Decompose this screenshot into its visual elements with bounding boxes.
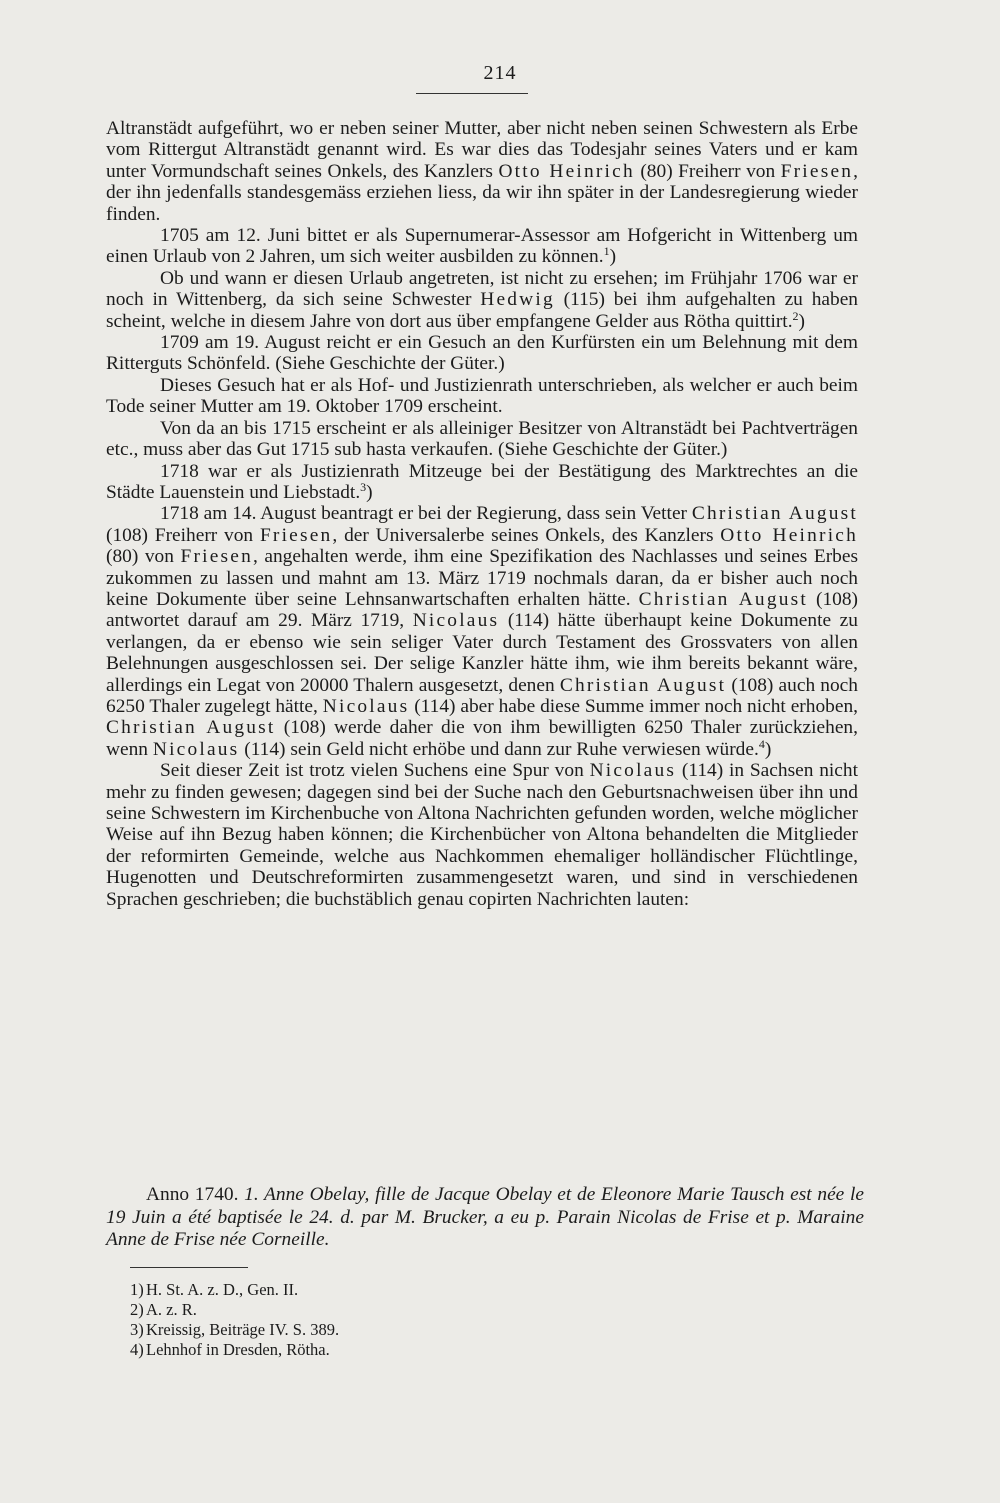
body-paragraph (106, 503, 858, 760)
page-number: 214 (483, 62, 517, 84)
spaced-name: Christian August (691, 503, 858, 525)
text-run: ) (764, 738, 772, 760)
church-record-paragraph (106, 1184, 864, 1252)
spaced-name: Otto Heinrich (720, 524, 858, 546)
footnote-ref: 1 (603, 244, 610, 259)
footnote (130, 1320, 730, 1340)
text-run: Seit dieser Zeit ist trotz vielen Suchens eine Spur von (160, 760, 590, 782)
footnote-text: H. St. A. z. D., Gen. II. (146, 1280, 299, 1299)
text-run: Altranstädt aufgeführt, wo er neben seiner Mutter, aber nicht neben seinen Schwestern als Erbe vom Rittergut Altranstädt genannt wird. Es war dies das Todesjahr seines Vaters und er kam unter Vormundschaft seines Onkels, des Kanzlers (106, 118, 858, 182)
page-number-rule (416, 93, 528, 94)
spaced-name: Friesen (259, 524, 333, 546)
spaced-name: Nicolaus (322, 695, 410, 717)
footnote-mark: 4) (130, 1340, 144, 1359)
footnote-text: Lehnhof in Dresden, Rötha. (146, 1340, 330, 1359)
text-run: ) (609, 246, 617, 268)
footnotes (130, 1280, 730, 1360)
footnote (130, 1340, 730, 1360)
text-run: Dieses Gesuch hat er als Hof- und Justizienrath unterschrieben, als welcher er auch beim Tode seiner Mutter am 19. Oktober 1709 erscheint. (106, 374, 858, 418)
footnote-mark: 1) (130, 1280, 144, 1299)
text-run: 1705 am 12. Juni bittet er als Supernumerar-Assessor am Hofgericht in Wittenberg um einen Urlaub von 2 Jahren, um sich weiter ausbilden zu können. (106, 225, 858, 268)
text-run: , angehalten werde, ihm eine Spezifikation des Nachlasses und seines Erbes zukommen zu lassen und mahnt am 13. März 1719 nochmals daran, da er bisher auch noch keine Dokumente über seine Lehnsanwartschaften erhalten hätte. (106, 546, 858, 610)
footnote-rule (130, 1267, 248, 1268)
text-run: 1718 am 14. August beantragt er bei der Regierung, dass sein Vetter (160, 503, 692, 525)
church-record-year: Anno 1740. (146, 1184, 239, 1205)
spaced-name: Friesen (180, 546, 253, 568)
body-text (106, 118, 858, 910)
footnote-ref: 3 (360, 479, 367, 494)
footnote-mark: 3) (130, 1320, 144, 1339)
text-run: (80) Freiherr von (634, 160, 781, 182)
spaced-name: Nicolaus (152, 738, 240, 760)
body-paragraph (106, 225, 858, 268)
text-run: (108) auch noch 6250 Thaler zugelegt hätte, (106, 674, 858, 717)
text-run: (115) bei ihm aufgehalten zu haben scheint, welche in diesem Jahre von dort aus über empfangene Gelder aus Rötha quittirt. (106, 289, 858, 332)
spaced-name: Otto Heinrich (498, 160, 635, 182)
spaced-name: Christian August (638, 588, 808, 610)
text-run: Ob und wann er diesen Urlaub angetreten, ist nicht zu ersehen; im Frühjahr 1706 war er noch in Wittenberg, da sich seine Schwester (106, 267, 858, 311)
body-paragraph (106, 760, 858, 910)
body-paragraph (106, 332, 858, 375)
footnote (130, 1300, 730, 1320)
body-paragraph (106, 268, 858, 332)
spaced-name: Friesen (780, 160, 854, 182)
footnote (130, 1280, 730, 1300)
text-run: ) (366, 481, 373, 503)
spaced-name: Nicolaus (589, 760, 677, 782)
footnote-ref: 2 (792, 308, 799, 323)
text-run: (114) aber habe diese Summe immer noch nicht erhoben, (409, 695, 858, 717)
body-paragraph (106, 418, 858, 461)
body-paragraph (106, 118, 858, 225)
body-paragraph (106, 375, 858, 418)
spaced-name: Christian August (106, 717, 276, 739)
text-run: 1709 am 19. August reicht er ein Gesuch an den Kurfürsten ein um Belehnung mit dem Ritterguts Schönfeld. (Siehe Geschichte der Güter.) (106, 332, 858, 375)
footnote-mark: 2) (130, 1300, 144, 1319)
text-run: Von da an bis 1715 erscheint er als alleiniger Besitzer von Altranstädt bei Pachtverträgen etc., muss aber das Gut 1715 sub hasta verkaufen. (Siehe Geschichte der Güter.) (106, 417, 858, 461)
footnote-ref: 4 (758, 736, 765, 751)
text-run: (108) antwortet darauf am 29. März 1719, (106, 588, 858, 632)
footnote-text: Kreissig, Beiträge IV. S. 389. (146, 1320, 340, 1339)
text-run: ) (798, 310, 806, 332)
footnote-text: A. z. R. (146, 1300, 197, 1319)
text-run: (108) Freiherr von (106, 524, 260, 546)
church-record-quote (106, 1184, 864, 1252)
text-run: 1718 war er als Justizienrath Mitzeuge bei der Bestätigung des Marktrechtes an die Städte Lauenstein und Liebstadt. (106, 460, 858, 503)
text-run: (114) hätte überhaupt keine Dokumente zu verlangen, da er ebenso wie sein seliger Vater durch Testament des Grossvaters von allen Belehnungen ausgeschlossen sei. Der selige Kanzler hätte ihm, wie ihm bereits bekannt wäre, allerdings ein Legat von 20000 Thalern ausgesetzt, denen (106, 610, 858, 696)
text-run: (114) in Sachsen nicht mehr zu finden gewesen; dagegen sind bei der Suche nach den Geburtsnachweisen über ihn und seine Schwestern im Kirchenbuche von Altona Nachrichten gefunden worden, welche möglicher Weise auf ihn Bezug haben können; die Kirchenbücher von Altona behandelten die Mitglieder der reformirten Gemeinde, welche aus Nachkommen ehemaliger holländischer Flüchtlinge, Hugenotten und Deutschreformirten zusammengesetzt waren, und sind in verschiedenen Sprachen geschrieben; die buchstäblich genau copirten Nachrichten lauten: (106, 760, 858, 910)
body-paragraph (106, 461, 858, 504)
spaced-name: Christian August (559, 674, 727, 696)
church-record-entry: 1. Anne Obelay, fille de Jacque Obelay et de Eleonore Marie Tausch est née le 19 Juin a été baptisée le 24. d. par M. Brucker, a eu p. Parain Nicolas de Frise et p. Maraine Anne de Frise née Corneille. (106, 1184, 864, 1251)
text-run: (108) werde daher die von ihm bewilligten 6250 Thaler zurückziehen, wenn (106, 717, 858, 760)
text-run: , der Universalerbe seines Onkels, des Kanzlers (332, 524, 721, 546)
text-run: (114) sein Geld nicht erhöbe und dann zur Ruhe verwiesen würde. (239, 738, 759, 760)
text-run: , der ihn jedenfalls standesgemäss erziehen liess, da wir ihn später in der Landesregierung wieder finden. (106, 160, 858, 225)
text-run: (80) von (106, 546, 181, 568)
spaced-name: Nicolaus (412, 610, 500, 632)
spaced-name: Hedwig (480, 289, 555, 311)
